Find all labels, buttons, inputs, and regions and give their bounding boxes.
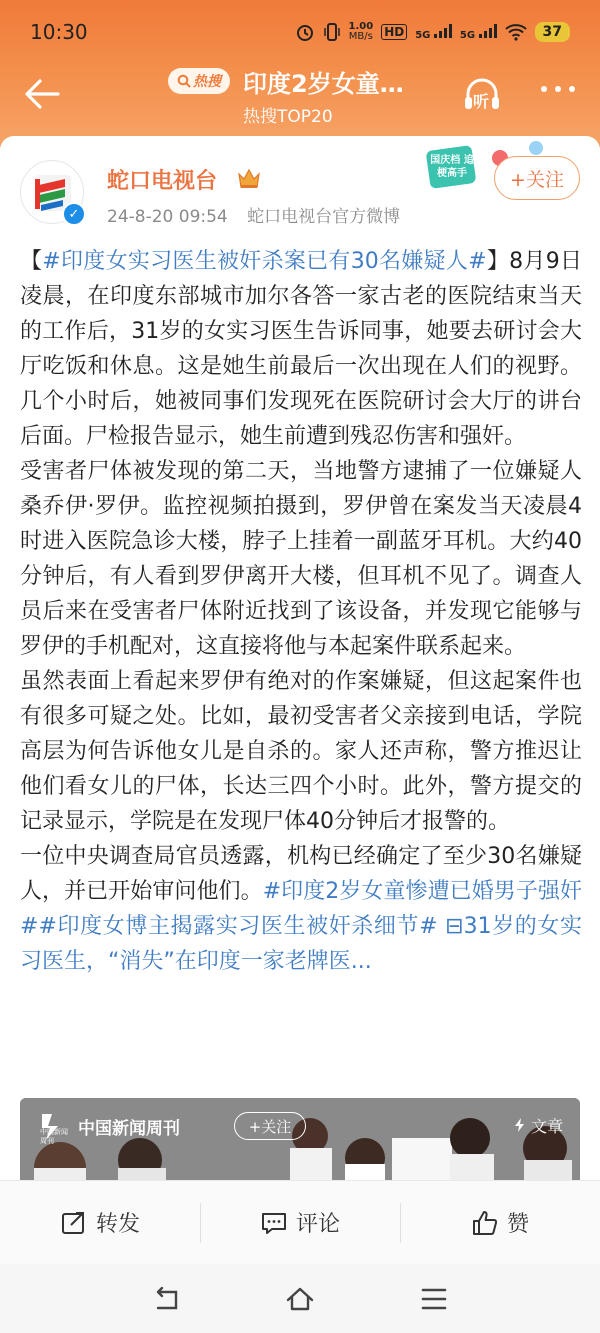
bracket-open: 【 — [20, 249, 43, 274]
article-badge — [514, 1114, 563, 1137]
net-speed-unit: MB/s — [348, 31, 373, 42]
comment-label: 评论 — [295, 1212, 340, 1237]
net-speed-value: 1.00 — [348, 21, 374, 32]
paragraph-3: 虽然表面上看起来罗伊有绝对的作案嫌疑，但这起案件也有很多可疑之处。比如，最初受害者父亲接到电话，学院高层为何告诉他女儿是自杀的。家人还声称，警方推迟让他们看女儿的尸体，长达三四个小时。此外，警方提交的记录显示，学院是在发现尸体40分钟后才报警的。 — [20, 669, 582, 834]
article-label: 文章 — [531, 1117, 564, 1136]
back-arrow-icon[interactable] — [22, 76, 62, 112]
status-bar — [0, 0, 600, 64]
media-channel-name: 中国新闻周刊 — [78, 1119, 180, 1139]
post-body — [20, 244, 582, 979]
action-bar — [0, 1180, 600, 1264]
like-label: 赞 — [506, 1212, 529, 1237]
system-nav-bar — [0, 1264, 600, 1333]
header — [0, 0, 600, 150]
paragraph-1 — [20, 244, 582, 454]
nav-bar — [0, 60, 600, 140]
sys-back-icon[interactable] — [152, 1284, 182, 1314]
thumbs-up-icon — [471, 1209, 499, 1237]
paragraph-2: 受害者尸体被发现的第二天，当地警方逮捕了一位嫌疑人桑乔伊·罗伊。监控视频拍摄到，罗伊曾在案发当天凌晨4时进入医院急诊大楼，脖子上挂着一副蓝牙耳机。大约40分钟后，有人看到罗伊离开大楼，但耳机不见了。调查人员后来在受害者尸体附近找到了该设备，并发现它能够与罗伊的手机配对，这直接将他与本起案件联系起来。 — [20, 459, 582, 659]
web-link[interactable]: 31岁的女实习医生，“消失”在印度一家老牌医... — [20, 914, 582, 974]
page-title: 印度2岁女童… — [243, 70, 404, 98]
signal-label-2: 5G — [459, 29, 476, 41]
post-date: 24-8-20 09:54 — [107, 207, 228, 227]
status-icons — [295, 22, 571, 42]
net-speed — [349, 22, 374, 42]
comment-icon — [260, 1209, 288, 1237]
status-time: 10:30 — [30, 20, 88, 44]
web-link-icon: ⊟ — [445, 914, 464, 939]
promo-text: 国庆档 追梗高手 — [430, 155, 474, 179]
signal-bars-icon — [479, 24, 497, 38]
hashtag-link[interactable]: #印度女实习医生被奸杀案已有30名嫌疑人# — [42, 249, 487, 274]
signal-bars-icon — [434, 24, 452, 38]
repost-label: 转发 — [95, 1212, 140, 1237]
alarm-icon — [295, 22, 315, 42]
signal-label-1: 5G — [415, 29, 431, 41]
author-name[interactable]: 蛇口电视台 — [107, 169, 218, 194]
more-dots-icon — [540, 84, 576, 94]
page-subtitle: 热搜TOP20 — [243, 107, 333, 127]
like-button[interactable] — [400, 1181, 600, 1264]
hot-search-badge[interactable] — [168, 68, 230, 94]
more-button[interactable] — [540, 80, 580, 100]
paragraph-4 — [20, 839, 582, 979]
paragraph-text: 8月9日凌晨，在印度东部城市加尔各答一家古老的医院结束当天的工作后，31岁的女实习医生告诉同事，她要去研讨会大厅吃饭和休息。这是她生前最后一次出现在人们的视野。几个小时后，她被同事们发现死在医院研讨会大厅的讲台后面。尸检报告显示，她生前遭到残忍伤害和强奸。 — [20, 249, 582, 449]
verified-icon: ✓ — [62, 202, 86, 226]
media-follow-button[interactable]: +关注 — [234, 1112, 306, 1140]
comment-button[interactable] — [200, 1181, 400, 1264]
crown-icon — [236, 166, 262, 190]
signal-indicator-2 — [460, 24, 497, 41]
post-source: 蛇口电视台官方微博 — [247, 207, 401, 227]
sys-menu-icon[interactable] — [420, 1286, 448, 1312]
media-photo-icon — [20, 1098, 580, 1180]
paragraph-text: 一位中央调查局官员透露，机构已经确定了至少30名嫌疑人，并已开始审问他们。 — [20, 844, 582, 904]
news-logo-text: 中国新闻周刊 — [40, 1128, 68, 1145]
search-icon — [177, 74, 191, 88]
repost-button[interactable] — [0, 1181, 200, 1264]
hashtag-link[interactable]: #印度2岁女童惨遭已婚男子强奸# — [20, 879, 582, 939]
signal-indicator-1 — [415, 24, 452, 41]
repost-icon — [60, 1209, 88, 1237]
hashtag-link[interactable]: #印度女博主揭露实习医生被奸杀细节# — [38, 914, 438, 939]
hot-badge-label: 热搜 — [193, 74, 221, 90]
sys-home-icon[interactable] — [285, 1284, 315, 1314]
hd-indicator: HD — [381, 24, 407, 40]
media-preview[interactable] — [20, 1098, 580, 1180]
wifi-icon — [505, 23, 527, 41]
vibrate-icon — [323, 22, 341, 42]
follow-button[interactable]: +关注 — [494, 156, 580, 200]
bracket-close: 】 — [486, 249, 510, 274]
listen-button[interactable] — [462, 74, 502, 114]
battery-indicator: 37 — [535, 22, 570, 42]
post-meta — [107, 202, 414, 227]
lightning-icon — [514, 1118, 526, 1132]
listen-label: 听 — [473, 92, 490, 111]
post-card — [0, 136, 600, 1180]
